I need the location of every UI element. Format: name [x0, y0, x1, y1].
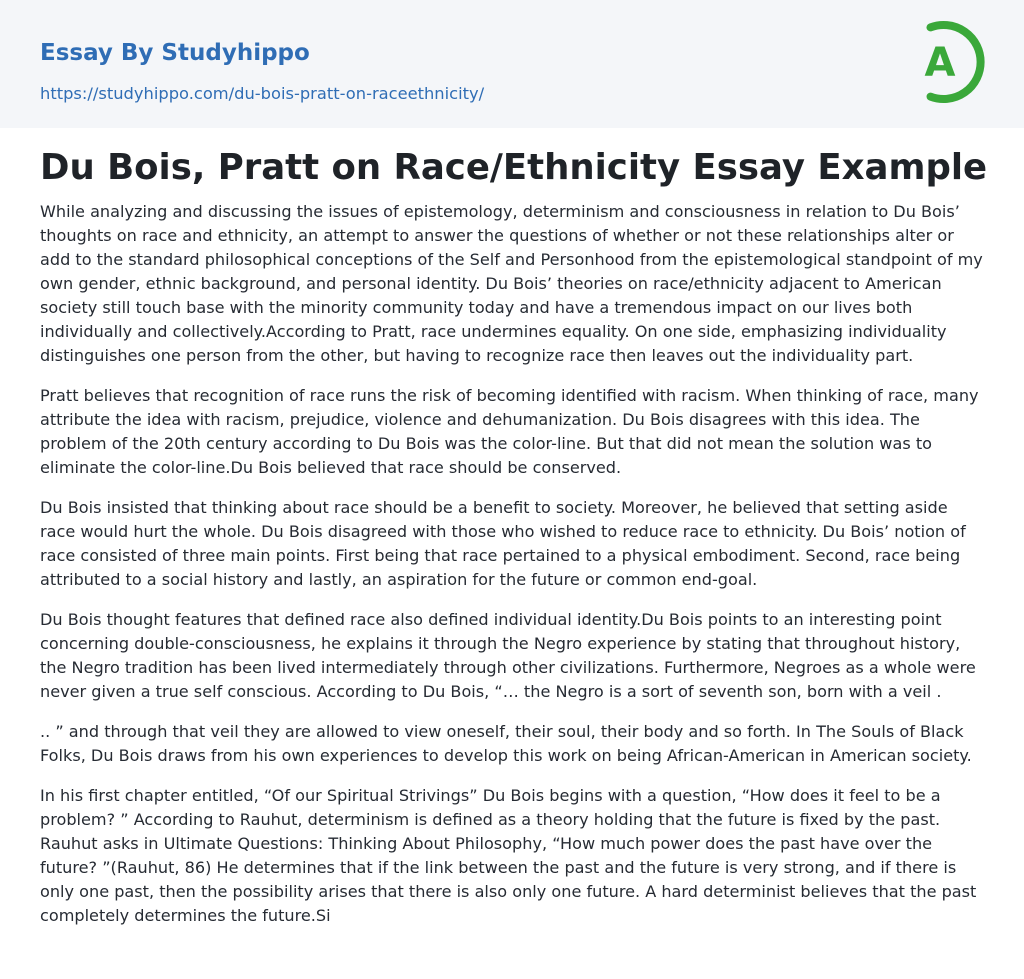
article-url-link[interactable]: https://studyhippo.com/du-bois-pratt-on-raceethnicity/ [40, 84, 485, 103]
article-paragraph: While analyzing and discussing the issues of epistemology, determinism and consciousness in relation to Du Bois’ thoughts on race and ethnicity, an attempt to answer the questions of whether or not these relationships alter or add to the standard philosophical conceptions of the Self and Personhood from the epistemological standpoint of my own gender, ethnic background, and personal identity. Du Bois’ theories on race/ethnicity adjacent to American society still touch base with the minority community today and have a tremendous impact on our lives both individually and collectively.According to Pratt, race undermines equality. On one side, emphasizing individuality distinguishes one person from the other, but having to recognize race then leaves out the individuality part. [40, 202, 983, 365]
site-header [0, 0, 1024, 128]
article-paragraph: Du Bois thought features that defined race also defined individual identity.Du Bois points to an interesting point concerning double-consciousness, he explains it through the Negro experience by stating that throughout history, the Negro tradition has been lived intermediately through other civilizations. Furthermore, Negroes as a whole were never given a true self conscious. According to Du Bois, “… the Negro is a sort of seventh son, born with a veil . [40, 610, 976, 701]
article-paragraph: Pratt believes that recognition of race runs the risk of becoming identified with racism. When thinking of race, many attribute the idea with racism, prejudice, violence and dehumanization. Du Bois disagrees with this idea. The problem of the 20th century according to Du Bois was the color-line. But that did not mean the solution was to eliminate the color-line.Du Bois believed that race should be conserved. [40, 386, 979, 477]
article-paragraph: In his first chapter entitled, “Of our Spiritual Strivings” Du Bois begins with a question, “How does it feel to be a problem? ” According to Rauhut, determinism is defined as a theory holding that the future is fixed by the past. Rauhut asks in Ultimate Questions: Thinking About Philosophy, “How much power does the past have over the future? ”(Rauhut, 86) He determines that if the link between the past and the future is very strong, and if there is only one past, then the possibility arises that there is also only one future. A hard determinist believes that the past completely determines the future.Si [40, 786, 977, 925]
studyhippo-logo-icon[interactable] [912, 18, 986, 106]
site-brand[interactable]: Essay By Studyhippo [40, 40, 310, 66]
article-content [0, 128, 1024, 928]
svg-text:A: A [924, 40, 956, 86]
article-title: Du Bois, Pratt on Race/Ethnicity Essay Example [40, 147, 988, 188]
article-paragraph: Du Bois insisted that thinking about race should be a benefit to society. Moreover, he believed that setting aside race would hurt the whole. Du Bois disagreed with those who wished to reduce race to ethnicity. Du Bois’ notion of race consisted of three main points. First being that race pertained to a physical embodiment. Second, race being attributed to a social history and lastly, an aspiration for the future or common end-goal. [40, 498, 966, 589]
article-paragraph: .. ” and through that veil they are allowed to view oneself, their soul, their body and so forth. In The Souls of Black Folks, Du Bois draws from his own experiences to develop this work on being African-American in American society. [40, 722, 972, 765]
